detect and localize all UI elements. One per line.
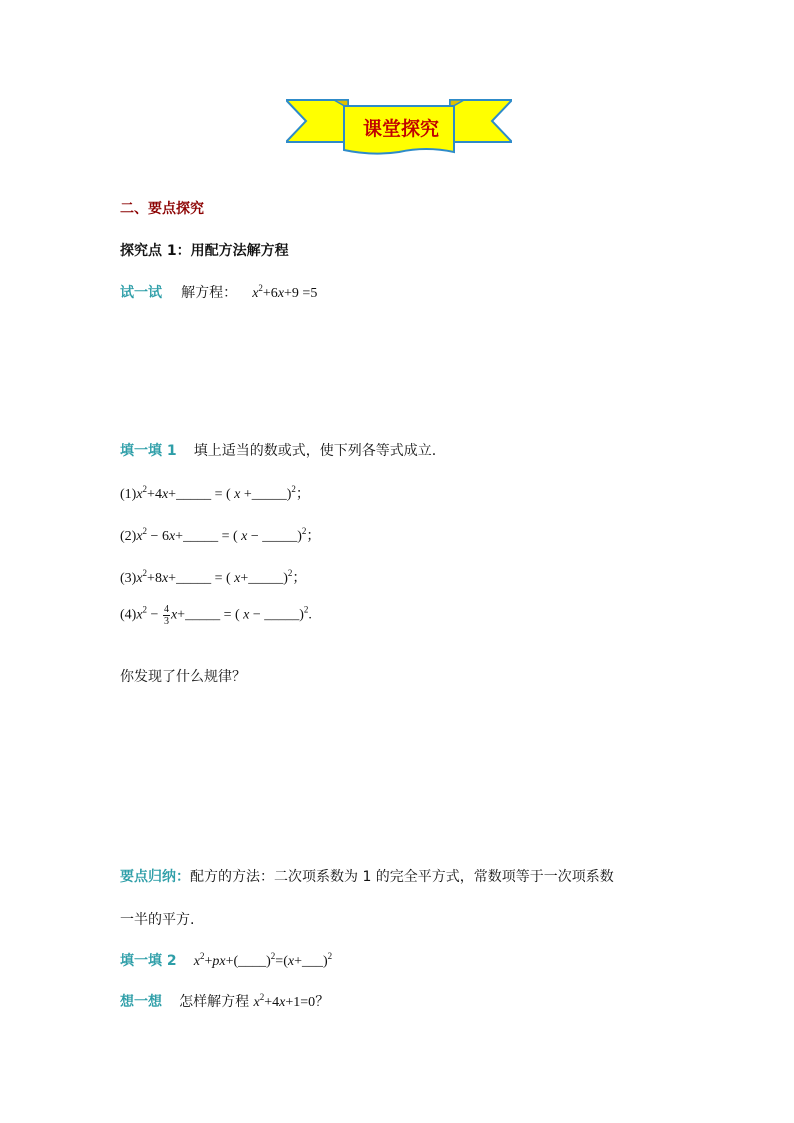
fill1-item-4: $(4)x^2$ − $\frac{4}{3}$ x+_____ = ( x − _____)$^2$. bbox=[120, 604, 312, 627]
section-heading: 二、要点探究 bbox=[120, 201, 204, 217]
fill2-line bbox=[120, 950, 332, 970]
think-question: 怎样解方程 $x^2+4x+1=0$？ bbox=[179, 992, 330, 1010]
fill1-line bbox=[120, 440, 436, 460]
think-tag: 想一想 bbox=[120, 994, 162, 1010]
try-equation: $x^2+6x+9 =5$ bbox=[252, 283, 318, 301]
summary-line1 bbox=[120, 866, 614, 886]
fill1-item-2: $(2)x^2$ − 6x+_____ = ( x − _____)$^2$； bbox=[120, 526, 321, 544]
try-tag: 试一试 bbox=[120, 285, 162, 301]
fraction: $\frac{4}{3}$ bbox=[163, 604, 169, 627]
think-line bbox=[120, 991, 329, 1011]
try-line bbox=[120, 282, 317, 302]
fill1-instruction: 填上适当的数或式，使下列各等式成立. bbox=[193, 443, 437, 459]
fill1-item-3: $(3)x^2+8x+\_\_\_\_\_$ = ( x+_____)$^2$； bbox=[120, 568, 307, 586]
fill2-equation: $x^2+px+(\_\_\_\_)^2=(x+\_\_\_)^2$ bbox=[193, 951, 333, 969]
summary-text1: 配方的方法：二次项系数为 1 的完全平方式，常数项等于一次项系数 bbox=[190, 869, 614, 885]
try-prompt: 解方程： bbox=[181, 285, 238, 301]
point-heading: 探究点 1：用配方法解方程 bbox=[120, 243, 289, 259]
banner-title: 课堂探究 bbox=[362, 118, 439, 140]
fill1-item-1: $(1)x^2+4x+\_\_\_\_\_$ = ( x +_____)$^2$； bbox=[120, 484, 310, 502]
fill2-tag: 填一填 2 bbox=[120, 953, 177, 969]
fill1-tag: 填一填 1 bbox=[120, 443, 177, 459]
summary-line2: 一半的平方. bbox=[120, 912, 195, 928]
discover-question: 你发现了什么规律？ bbox=[120, 669, 246, 685]
summary-tag: 要点归纳： bbox=[120, 869, 190, 885]
